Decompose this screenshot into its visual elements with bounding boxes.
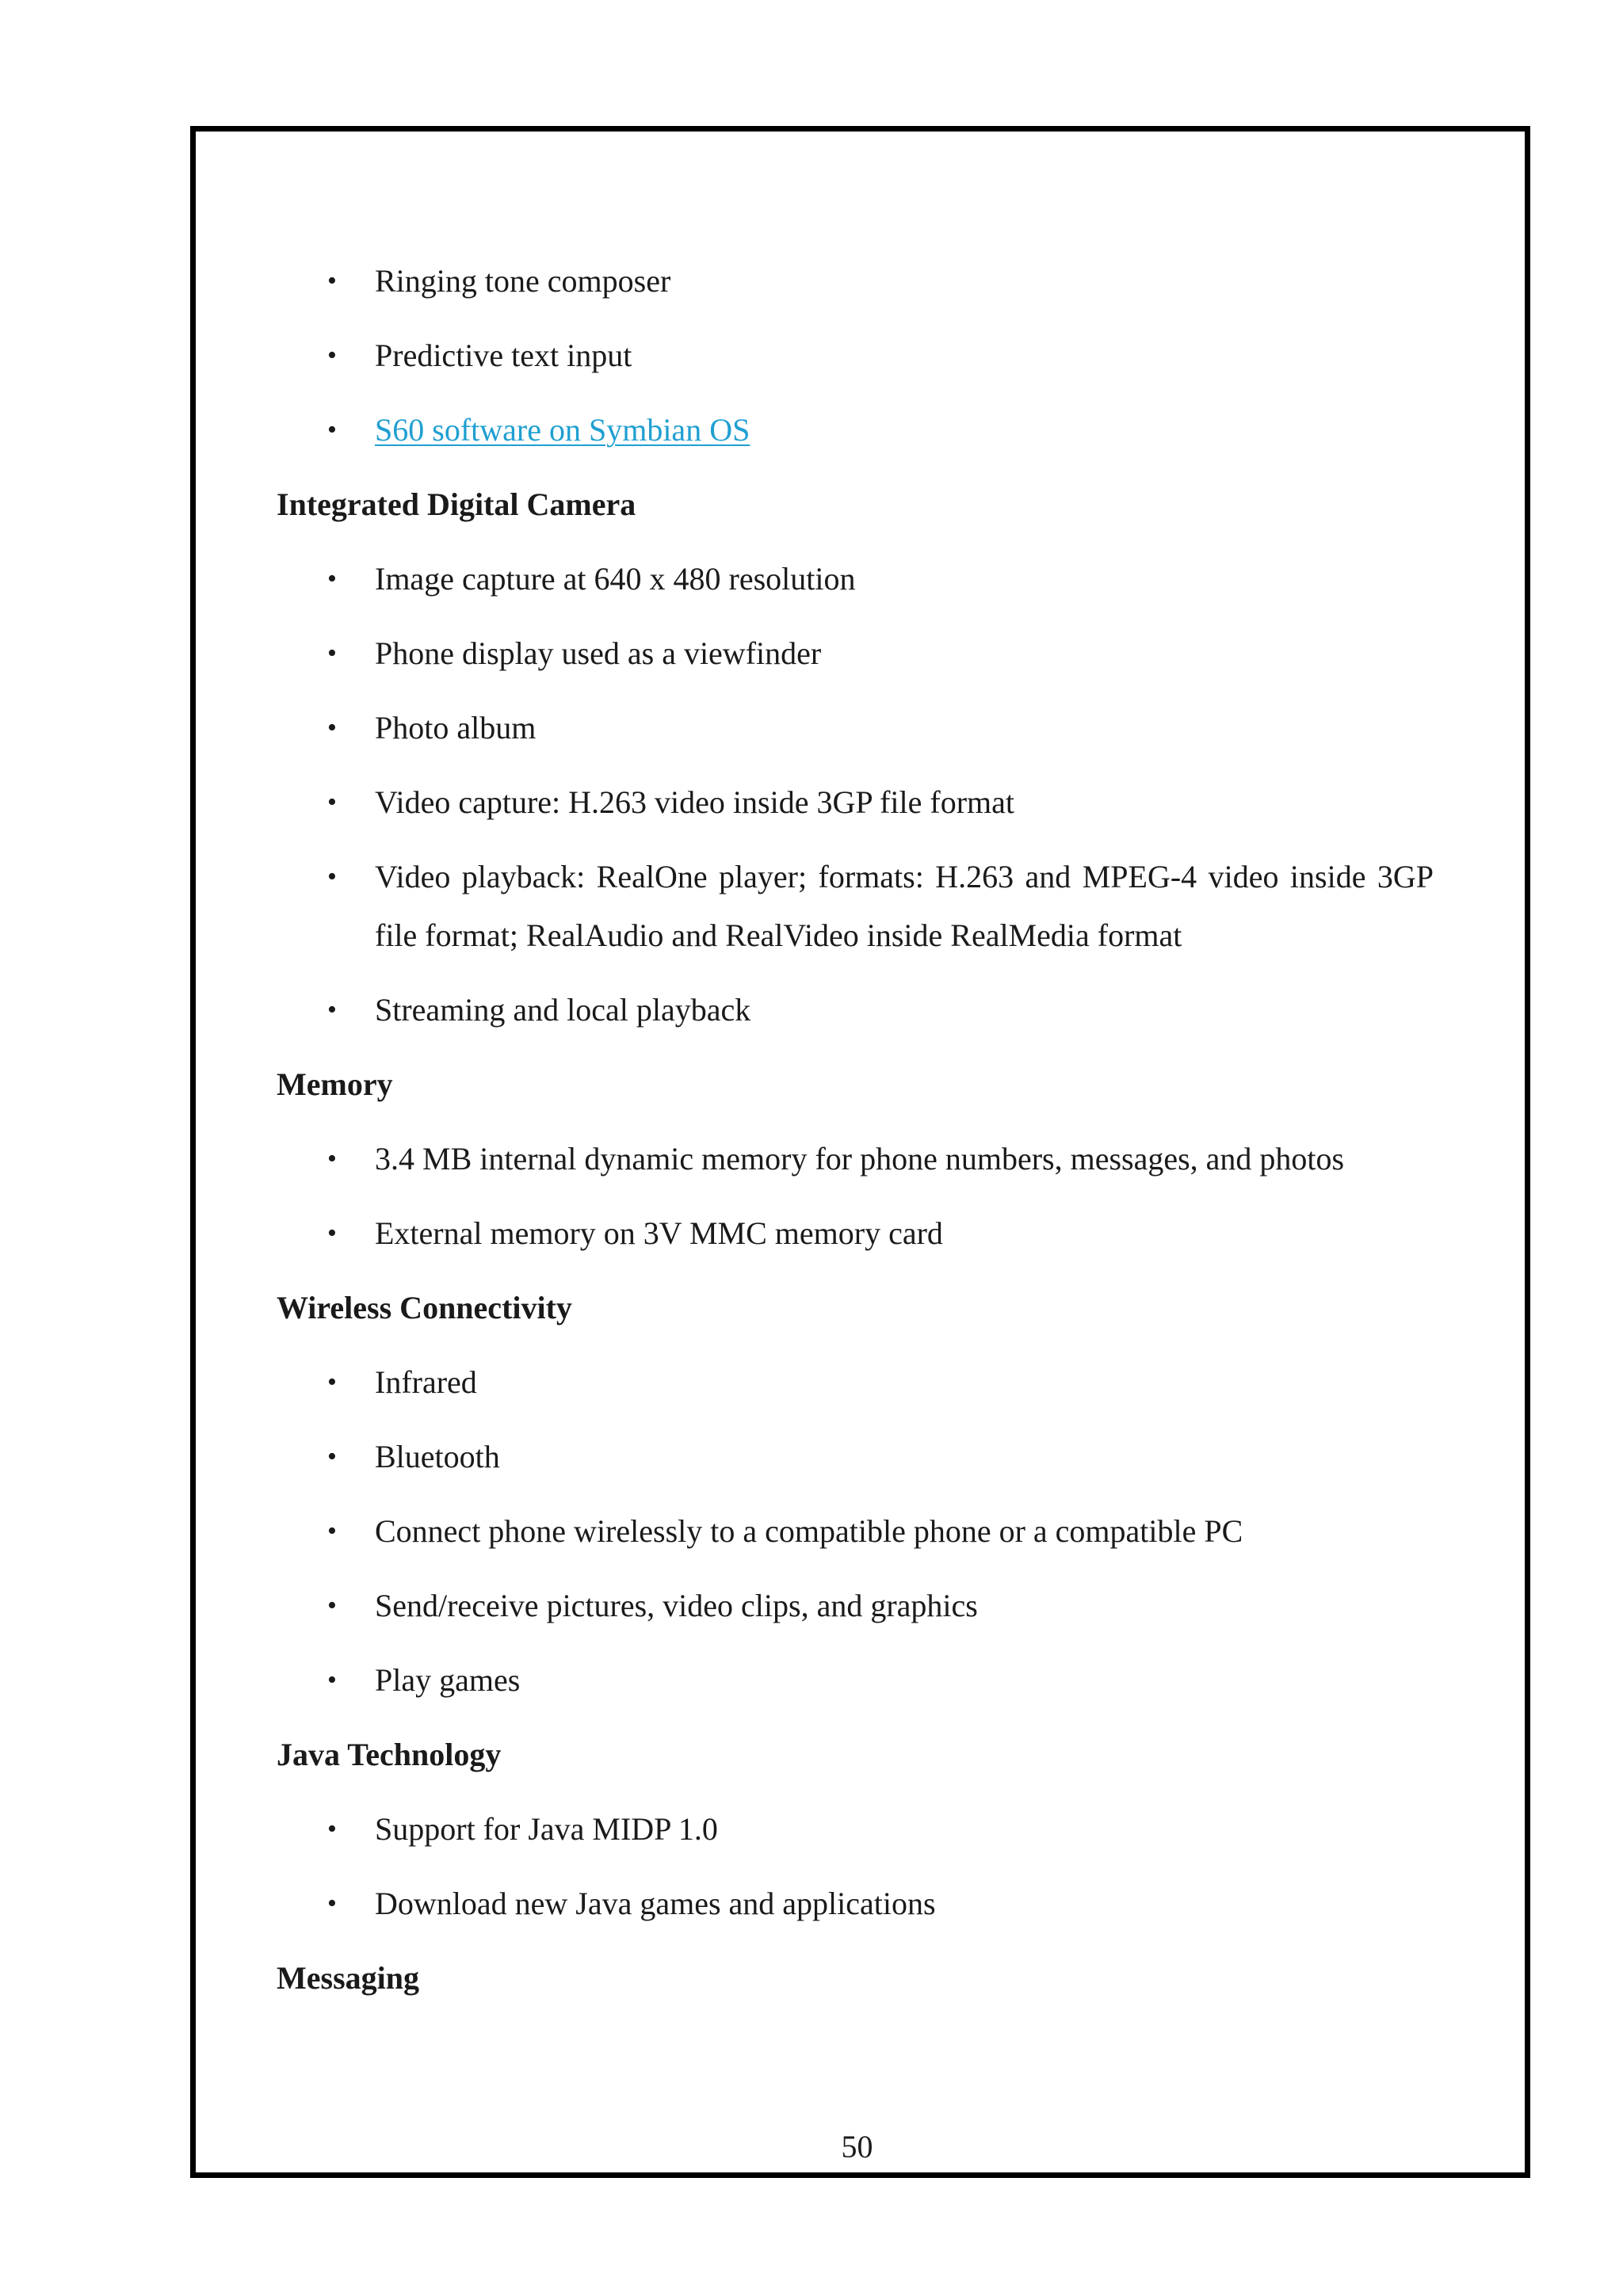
- bullet-icon: •: [327, 1591, 337, 1620]
- list-item: [277, 1204, 1434, 1263]
- bullet-icon: •: [327, 415, 337, 444]
- bullet-icon: •: [327, 1516, 337, 1546]
- list-item: [277, 1800, 1434, 1859]
- bullet-icon: •: [327, 341, 337, 370]
- list-item: [277, 1577, 1434, 1635]
- bullet-icon: •: [327, 1442, 337, 1471]
- bullet-icon: •: [327, 1814, 337, 1844]
- list-item-text: Image capture at 640 x 480 resolution: [375, 561, 856, 597]
- bullet-icon: •: [327, 995, 337, 1024]
- document-body: [277, 252, 1434, 2023]
- list-item: [277, 1651, 1434, 1710]
- list-item-text: Download new Java games and applications: [375, 1886, 936, 1921]
- list-item-text: Video capture: H.263 video inside 3GP file format: [375, 784, 1015, 820]
- list-item-text: Photo album: [375, 710, 537, 746]
- bullet-icon: •: [327, 564, 337, 593]
- list-item: [277, 1130, 1434, 1188]
- list-item-text: Connect phone wirelessly to a compatible phone or a compatible PC: [375, 1513, 1243, 1549]
- section-heading-wireless: Wireless Connectivity: [277, 1290, 572, 1325]
- bullet-icon: •: [327, 1144, 337, 1173]
- list-item-text: 3.4 MB internal dynamic memory for phone numbers, messages, and photos: [375, 1141, 1345, 1177]
- s60-symbian-link[interactable]: S60 software on Symbian OS: [375, 412, 750, 448]
- list-item-text: Predictive text input: [375, 338, 632, 373]
- list-item-text: Phone display used as a viewfinder: [375, 635, 822, 671]
- list-item-text: Streaming and local playback: [375, 992, 751, 1028]
- list-item-text: Ringing tone composer: [375, 263, 671, 299]
- bullet-icon: •: [327, 1889, 337, 1918]
- bullet-icon: •: [327, 639, 337, 668]
- bullet-icon: •: [327, 862, 337, 891]
- bullet-icon: •: [327, 788, 337, 817]
- list-item: [277, 550, 1434, 608]
- page-number: 50: [841, 2129, 873, 2164]
- list-item-text: Video playback: RealOne player; formats: H.263 and MPEG-4 video inside 3GP file format; RealAudio and RealVideo inside RealMedia format: [375, 859, 1434, 953]
- section-heading-camera: Integrated Digital Camera: [277, 486, 636, 522]
- list-item: [277, 848, 1434, 965]
- list-item: [277, 326, 1434, 385]
- list-item: [277, 1875, 1434, 1933]
- list-item-text: Support for Java MIDP 1.0: [375, 1811, 718, 1847]
- list-item: [277, 981, 1434, 1039]
- list-item-text: Play games: [375, 1662, 521, 1698]
- section-heading-java: Java Technology: [277, 1737, 502, 1772]
- list-item: [277, 1353, 1434, 1412]
- list-item: [277, 1428, 1434, 1486]
- section-heading-memory: Memory: [277, 1066, 393, 1102]
- list-item-text: Infrared: [375, 1364, 477, 1400]
- list-item-text: Bluetooth: [375, 1439, 500, 1474]
- list-item: [277, 624, 1434, 683]
- list-item: [277, 252, 1434, 311]
- list-item-text: External memory on 3V MMC memory card: [375, 1215, 943, 1251]
- bullet-icon: •: [327, 266, 337, 296]
- list-item: [277, 401, 1434, 460]
- list-item-text: Send/receive pictures, video clips, and graphics: [375, 1588, 978, 1623]
- bullet-icon: •: [327, 1665, 337, 1695]
- bullet-icon: •: [327, 713, 337, 742]
- list-item: [277, 1502, 1434, 1561]
- list-item: [277, 699, 1434, 757]
- bullet-icon: •: [327, 1367, 337, 1397]
- list-item: [277, 773, 1434, 832]
- section-heading-messaging: Messaging: [277, 1960, 419, 1996]
- bullet-icon: •: [327, 1219, 337, 1248]
